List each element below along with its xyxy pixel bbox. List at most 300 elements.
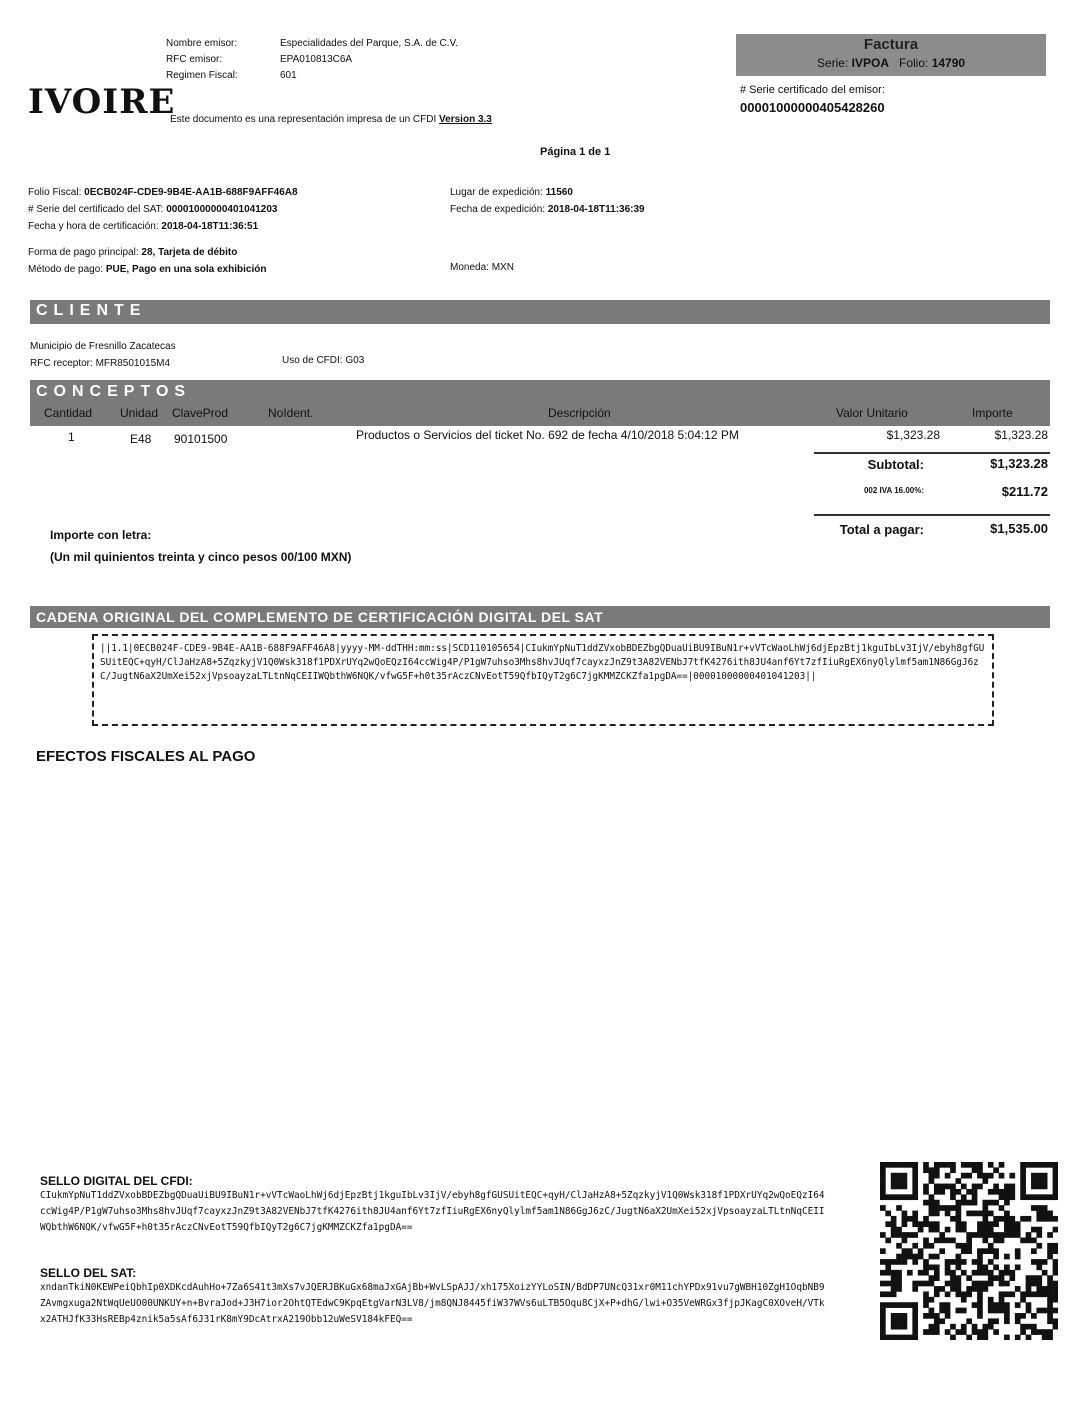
qr-module [999, 1205, 1005, 1211]
qr-module [988, 1302, 994, 1308]
qr-module [912, 1162, 918, 1168]
qr-module [885, 1162, 891, 1168]
qr-module [972, 1329, 978, 1335]
qr-module [939, 1286, 945, 1292]
qr-module [939, 1205, 945, 1211]
qr-module [1004, 1200, 1010, 1206]
qr-module [902, 1313, 908, 1319]
qr-module [1020, 1162, 1026, 1168]
qr-module [988, 1243, 994, 1249]
qr-module [1026, 1194, 1032, 1200]
qr-module [907, 1232, 913, 1238]
qr-module [880, 1194, 886, 1200]
qr-module [1047, 1302, 1053, 1308]
qr-module [1015, 1227, 1021, 1233]
qr-module [966, 1291, 972, 1297]
qr-module [1026, 1302, 1032, 1308]
qr-module [956, 1308, 962, 1314]
qr-module [912, 1167, 918, 1173]
qr-module [999, 1189, 1005, 1195]
qr-module [977, 1248, 983, 1254]
qr-module [891, 1281, 897, 1287]
qr-module [966, 1189, 972, 1195]
qr-module [999, 1281, 1005, 1287]
qr-module [1004, 1302, 1010, 1308]
qr-module [956, 1329, 962, 1335]
qr-module [988, 1221, 994, 1227]
qr-module [993, 1200, 999, 1206]
qr-module [1004, 1264, 1010, 1270]
qr-module [1031, 1329, 1037, 1335]
qr-module [1036, 1259, 1042, 1265]
qr-module [1020, 1216, 1026, 1222]
col-valor-unitario: Valor Unitario [836, 406, 908, 420]
qr-module [902, 1178, 908, 1184]
emisor-nombre: Especialidades del Parque, S.A. de C.V. [280, 38, 459, 49]
qr-module [1031, 1238, 1037, 1244]
qr-module [982, 1270, 988, 1276]
qr-module [902, 1248, 908, 1254]
qr-module [966, 1275, 972, 1281]
qr-module [1015, 1335, 1021, 1340]
qr-module [912, 1335, 918, 1340]
qr-module [923, 1221, 929, 1227]
qr-module [912, 1243, 918, 1249]
qr-module [1009, 1232, 1015, 1238]
qr-module [918, 1227, 924, 1233]
qr-module [1053, 1324, 1058, 1330]
qr-module [945, 1227, 951, 1233]
qr-module [885, 1302, 891, 1308]
qr-module [902, 1259, 908, 1265]
qr-module [939, 1308, 945, 1314]
qr-module [982, 1238, 988, 1244]
qr-module [966, 1200, 972, 1206]
qr-module [956, 1259, 962, 1265]
qr-module [966, 1173, 972, 1179]
qr-module [999, 1308, 1005, 1314]
qr-module [934, 1162, 940, 1168]
qr-module [972, 1211, 978, 1217]
qr-module [912, 1216, 918, 1222]
total-divider [814, 514, 1050, 516]
qr-module [1042, 1205, 1048, 1211]
qr-module [896, 1286, 902, 1292]
sello-sat-text: xndanTkiN0KEWPeiQbhIp0XDKcdAuhHo+7Za6S41t3mXs7vJQERJBKuGx68maJxGAjBb+WvLSpAJJ/xh175XoizYYLoSIN/BdDP7UNcQ31xr0M11chYPDx91vu7gWBH10ZgH1OqbNB9ZAvmgxuga2NtWqUeUO00UNKUY+n+BvraJod+J3H7ior2OhtQTEdwC9KpqEtgVarN3LV8/jm8QNJ8445fiW37WVs6uLTB5Oqu8CjX+P+dhG/lwi+O35VeWRGx3fjpJKagC0XOveH/VTkx2ATHJfK33HsREBp4znik5a5sAf6J31rK8mY9DcAtrxA219Obb12uWeSV184kFEQ== [40, 1282, 825, 1325]
qr-module [1009, 1216, 1015, 1222]
col-cantidad: Cantidad [44, 406, 93, 420]
qr-module [896, 1194, 902, 1200]
qr-module [1036, 1286, 1042, 1292]
qr-module [1026, 1335, 1032, 1340]
folio-fiscal: 0ECB024F-CDE9-9B4E-AA1B-688F9AFF46A8 [84, 187, 298, 198]
qr-module [902, 1211, 908, 1217]
qr-module [923, 1270, 929, 1276]
qr-module [902, 1173, 908, 1179]
qr-module [950, 1259, 956, 1265]
qr-module [1031, 1248, 1037, 1254]
qr-module [1053, 1308, 1058, 1314]
qr-module [934, 1211, 940, 1217]
qr-module [1031, 1281, 1037, 1287]
qr-module [966, 1318, 972, 1324]
qr-module [1036, 1216, 1042, 1222]
sello-cfdi-text: CIukmYpNuT1ddZVxobBDEZbgQDuaUiBU9IBuN1r+vVTcWaoLhWj6djEpzBtj1kguIbLv3IjV/ebyh8gfGUSUitEQC+qyH/ClJaHzA8+5ZqzkyjV1Q0Wsk318f1PDXrUYq2wQoEQzI64ccWig4P/P1gW7uhso3Mhs8hvJUqf7cayxzJnZ9t3A82VENbJ7tfK4276ith8JU4anf6Yt7zfIiuRgEX6nyQlylmf5am1N86GgJ6zC/JugtN6aX2UmXei52xjVpsoayzaLTLtnNqCEIIWQbthW6NQK/vfwG5F+h0t35rAczCNvEotT59QfbIQyT2g6C7jgKMMZCKZfa1pgDA== [40, 1190, 825, 1233]
qr-module [977, 1211, 983, 1217]
qr-module [1036, 1194, 1042, 1200]
uso-cfdi [282, 355, 364, 366]
qr-module [1047, 1291, 1053, 1297]
qr-module [891, 1162, 897, 1168]
qr-module [945, 1162, 951, 1168]
qr-module [982, 1173, 988, 1179]
qr-module [902, 1232, 908, 1238]
qr-module [929, 1329, 935, 1335]
qr-module [902, 1221, 908, 1227]
qr-module [1036, 1162, 1042, 1168]
qr-module [880, 1184, 886, 1190]
qr-module [912, 1286, 918, 1292]
qr-module [929, 1297, 935, 1303]
qr-module [896, 1313, 902, 1319]
qr-module [929, 1243, 935, 1249]
qr-module [993, 1302, 999, 1308]
qr-module [961, 1308, 967, 1314]
qr-module [923, 1238, 929, 1244]
qr-module [1047, 1281, 1053, 1287]
qr-module [1047, 1211, 1053, 1217]
qr-module [934, 1238, 940, 1244]
qr-module [977, 1232, 983, 1238]
qr-module [988, 1270, 994, 1276]
cert-sat: 00001000000401041203 [166, 204, 278, 215]
qr-module [1026, 1275, 1032, 1281]
emisor-rfc: EPA010813C6A [280, 54, 353, 65]
qr-module [896, 1178, 902, 1184]
qr-module [977, 1264, 983, 1270]
qr-module [956, 1189, 962, 1195]
qr-module [1053, 1162, 1058, 1168]
qr-module [1053, 1184, 1058, 1190]
qr-module [993, 1308, 999, 1314]
qr-module [945, 1173, 951, 1179]
qr-module [902, 1194, 908, 1200]
qr-module [1026, 1324, 1032, 1330]
qr-module [1036, 1178, 1042, 1184]
qr-module [891, 1318, 897, 1324]
qr-module [1047, 1286, 1053, 1292]
uso-cfdi-value: G03 [345, 355, 365, 366]
qr-module [880, 1173, 886, 1179]
total-value: $1,535.00 [990, 521, 1048, 536]
qr-module [929, 1227, 935, 1233]
emisor-rfc-label: RFC emisor: [166, 54, 223, 65]
qr-module [950, 1162, 956, 1168]
qr-module [1053, 1297, 1058, 1303]
qr-module [902, 1335, 908, 1340]
qr-module [956, 1275, 962, 1281]
qr-module [934, 1254, 940, 1260]
qr-module [929, 1275, 935, 1281]
row-descripcion: Productos o Servicios del ticket No. 692 de fecha 4/10/2018 5:04:12 PM [356, 428, 739, 442]
qr-module [918, 1281, 924, 1287]
qr-module [1004, 1308, 1010, 1314]
qr-module [982, 1216, 988, 1222]
qr-module [966, 1243, 972, 1249]
qr-module [977, 1302, 983, 1308]
qr-module [1004, 1211, 1010, 1217]
qr-module [1036, 1173, 1042, 1179]
qr-module [1015, 1313, 1021, 1319]
qr-module [1004, 1291, 1010, 1297]
qr-module [891, 1259, 897, 1265]
qr-module [956, 1227, 962, 1233]
sello-sat-label: SELLO DEL SAT: [40, 1266, 137, 1280]
forma-pago: 28, Tarjeta de débito [141, 247, 238, 258]
qr-module [977, 1270, 983, 1276]
qr-module [880, 1167, 886, 1173]
cliente-nombre: Municipio de Fresnillo Zacatecas [30, 341, 176, 352]
qr-module [961, 1270, 967, 1276]
col-claveprod: ClaveProd [172, 406, 229, 420]
qr-module [896, 1184, 902, 1190]
qr-module [923, 1297, 929, 1303]
qr-module [918, 1221, 924, 1227]
qr-module [1020, 1173, 1026, 1179]
qr-module [934, 1205, 940, 1211]
qr-module [999, 1302, 1005, 1308]
qr-module [1042, 1329, 1048, 1335]
qr-module [912, 1178, 918, 1184]
qr-module [885, 1238, 891, 1244]
subtotal-divider [814, 452, 1050, 454]
qr-module [1036, 1243, 1042, 1249]
qr-module [961, 1259, 967, 1265]
qr-module [945, 1281, 951, 1287]
rfc-receptor-label: RFC receptor: [30, 358, 93, 369]
qr-module [993, 1232, 999, 1238]
metodo-pago-label: Método de pago: [28, 264, 104, 275]
qr-module [982, 1248, 988, 1254]
qr-module [896, 1254, 902, 1260]
qr-module [929, 1178, 935, 1184]
qr-module [950, 1324, 956, 1330]
qr-module [961, 1329, 967, 1335]
qr-module [896, 1324, 902, 1330]
qr-module [1004, 1194, 1010, 1200]
qr-module [1031, 1324, 1037, 1330]
qr-module [912, 1329, 918, 1335]
qr-module [993, 1264, 999, 1270]
qr-module [1036, 1184, 1042, 1190]
qr-module [1053, 1167, 1058, 1173]
qr-module [1009, 1173, 1015, 1179]
cadena-original-text: ||1.1|0ECB024F-CDE9-9B4E-AA1B-688F9AFF46A8|yyyy-MM-ddTHH:mm:ss|SCD110105654|CIukmYpNuT1ddZVxobBDEZbgQDuaUiBU9IBuN1r+vVTcWaoLhWj6djEpzBtj1kguIbLv3IjV/ebyh8gfGUSUitEQC+qyH/ClJaHzA8+5ZqzkyjV1Q0Wsk318f1PDXrUYq2wQoEQzI64ccWig4P/P1gW7uhso3Mhs8hvJUqf7cayxzJnZ9t3A82VENbJ7tfK4276ith8JU4anf6Yt7zfIiuRgEX6nyQlylmf5am1N86GgJ6zC/JugtN6aX2UmXei52xjVpsoayzaLTLtnNqCEIIWQbthW6NQK/vfwG5F+h0t35rAczCNvEotT59QfbIQyT2g6C7jgKMMZCKZfa1pgDA==|00001000000401041203|| [92, 634, 994, 726]
qr-module [950, 1335, 956, 1340]
qr-module [1047, 1232, 1053, 1238]
qr-module [966, 1335, 972, 1340]
qr-module [956, 1216, 962, 1222]
qr-module [945, 1302, 951, 1308]
row-valor: $1,323.28 [886, 428, 940, 442]
qr-module [1047, 1216, 1053, 1222]
qr-module [1009, 1227, 1015, 1233]
qr-module [902, 1184, 908, 1190]
qr-module [1026, 1162, 1032, 1168]
qr-module [988, 1200, 994, 1206]
qr-module [1015, 1232, 1021, 1238]
qr-module [929, 1173, 935, 1179]
qr-module [891, 1275, 897, 1281]
lugar-label: Lugar de expedición: [450, 187, 543, 198]
qr-module [982, 1324, 988, 1330]
qr-module [977, 1313, 983, 1319]
qr-module [934, 1275, 940, 1281]
qr-module [939, 1248, 945, 1254]
qr-module [1053, 1281, 1058, 1287]
qr-module [907, 1302, 913, 1308]
qr-module [902, 1324, 908, 1330]
qr-module [977, 1221, 983, 1227]
qr-module [939, 1302, 945, 1308]
qr-module [956, 1200, 962, 1206]
qr-module [945, 1313, 951, 1319]
factura-serie-folio [744, 56, 1038, 70]
qr-module [999, 1162, 1005, 1168]
qr-module [1026, 1308, 1032, 1314]
qr-module [923, 1216, 929, 1222]
qr-module [966, 1286, 972, 1292]
qr-module [1042, 1173, 1048, 1179]
qr-module [1053, 1291, 1058, 1297]
moneda-info [450, 262, 514, 273]
qr-module [956, 1205, 962, 1211]
qr-module [977, 1162, 983, 1168]
qr-module [956, 1178, 962, 1184]
qr-module [934, 1313, 940, 1319]
qr-module [939, 1184, 945, 1190]
qr-module [988, 1259, 994, 1265]
qr-module [1036, 1275, 1042, 1281]
cfdi-note-text: Este documento es una representación impresa de un CFDI [170, 114, 437, 125]
subtotal-label: Subtotal: [867, 457, 924, 472]
qr-module [929, 1211, 935, 1217]
qr-module [988, 1281, 994, 1287]
qr-module [912, 1318, 918, 1324]
qr-module [993, 1189, 999, 1195]
qr-module [993, 1238, 999, 1244]
qr-module [972, 1324, 978, 1330]
qr-module [1031, 1178, 1037, 1184]
folio-label: Folio: [899, 56, 929, 70]
qr-module [896, 1243, 902, 1249]
qr-module [880, 1270, 886, 1276]
qr-module [912, 1254, 918, 1260]
qr-module [945, 1291, 951, 1297]
qr-module [945, 1205, 951, 1211]
qr-module [929, 1221, 935, 1227]
qr-module [993, 1275, 999, 1281]
qr-module [1053, 1259, 1058, 1265]
qr-module [950, 1281, 956, 1287]
qr-module [907, 1335, 913, 1340]
qr-module [999, 1173, 1005, 1179]
qr-module [923, 1281, 929, 1287]
qr-module [1009, 1221, 1015, 1227]
qr-module [923, 1167, 929, 1173]
row-unidad: E48 [130, 432, 152, 446]
qr-module [880, 1281, 886, 1287]
qr-module [945, 1184, 951, 1190]
qr-module [972, 1302, 978, 1308]
qr-module [972, 1281, 978, 1287]
qr-module [1026, 1238, 1032, 1244]
qr-module [961, 1248, 967, 1254]
cadena-title: CADENA ORIGINAL DEL COMPLEMENTO DE CERTIFICACIÓN DIGITAL DEL SAT [36, 609, 604, 625]
qr-module [988, 1162, 994, 1168]
qr-module [929, 1254, 935, 1260]
qr-module [1042, 1308, 1048, 1314]
qr-module [912, 1324, 918, 1330]
qr-module [1042, 1194, 1048, 1200]
qr-module [1031, 1227, 1037, 1233]
qr-module [891, 1227, 897, 1233]
qr-module [934, 1264, 940, 1270]
col-noident: NoIdent. [268, 406, 314, 420]
qr-module [907, 1248, 913, 1254]
qr-module [1004, 1227, 1010, 1233]
qr-module [1026, 1286, 1032, 1292]
qr-module [923, 1329, 929, 1335]
qr-module [1004, 1232, 1010, 1238]
qr-module [950, 1194, 956, 1200]
qr-module [885, 1291, 891, 1297]
qr-module [1020, 1194, 1026, 1200]
qr-module [923, 1291, 929, 1297]
qr-module [891, 1194, 897, 1200]
qr-module [1026, 1291, 1032, 1297]
cadena-header [30, 606, 1050, 628]
qr-module [999, 1194, 1005, 1200]
qr-module [988, 1275, 994, 1281]
qr-module [993, 1248, 999, 1254]
qr-module [945, 1259, 951, 1265]
qr-module [977, 1227, 983, 1233]
qr-module [1053, 1286, 1058, 1292]
qr-module [902, 1318, 908, 1324]
sello-cfdi-label: SELLO DIGITAL DEL CFDI: [40, 1174, 193, 1188]
qr-module [1047, 1297, 1053, 1303]
qr-module [934, 1200, 940, 1206]
qr-module [1047, 1194, 1053, 1200]
qr-module [1042, 1270, 1048, 1276]
qr-module [977, 1254, 983, 1260]
qr-module [972, 1162, 978, 1168]
qr-module [1053, 1173, 1058, 1179]
subtotal-value: $1,323.28 [990, 456, 1048, 471]
qr-module [1031, 1162, 1037, 1168]
qr-module [1042, 1335, 1048, 1340]
qr-module [993, 1254, 999, 1260]
qr-module [891, 1221, 897, 1227]
qr-module [1047, 1329, 1053, 1335]
qr-module [885, 1194, 891, 1200]
qr-module [999, 1297, 1005, 1303]
row-cantidad: 1 [68, 430, 75, 444]
qr-module [961, 1200, 967, 1206]
qr-module [956, 1264, 962, 1270]
qr-module [896, 1205, 902, 1211]
